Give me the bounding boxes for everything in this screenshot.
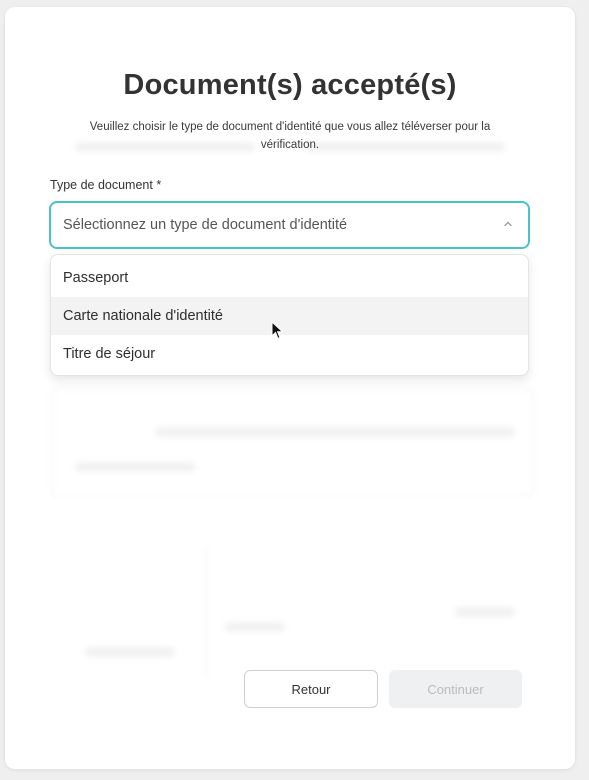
page-title: Document(s) accepté(s): [123, 69, 457, 101]
back-button[interactable]: Retour: [244, 670, 378, 708]
option-passeport[interactable]: Passeport: [63, 270, 129, 286]
document-type-select[interactable]: [49, 201, 530, 249]
chevron-up-icon: [502, 218, 514, 230]
continue-button[interactable]: Continuer: [389, 670, 522, 708]
mouse-pointer-icon: [271, 321, 285, 341]
verification-card: [5, 7, 575, 769]
page-subtitle: Veuillez choisir le type de document d'identité que vous allez téléverser pour la vérification.: [89, 121, 491, 151]
document-type-options: [50, 254, 529, 376]
option-carte-nationale[interactable]: Carte nationale d'identité: [51, 297, 528, 335]
document-type-label: Type de document *: [50, 178, 162, 192]
document-type-placeholder: Sélectionnez un type de document d'identité: [63, 217, 348, 233]
option-titre-de-sejour[interactable]: Titre de séjour: [63, 346, 156, 362]
